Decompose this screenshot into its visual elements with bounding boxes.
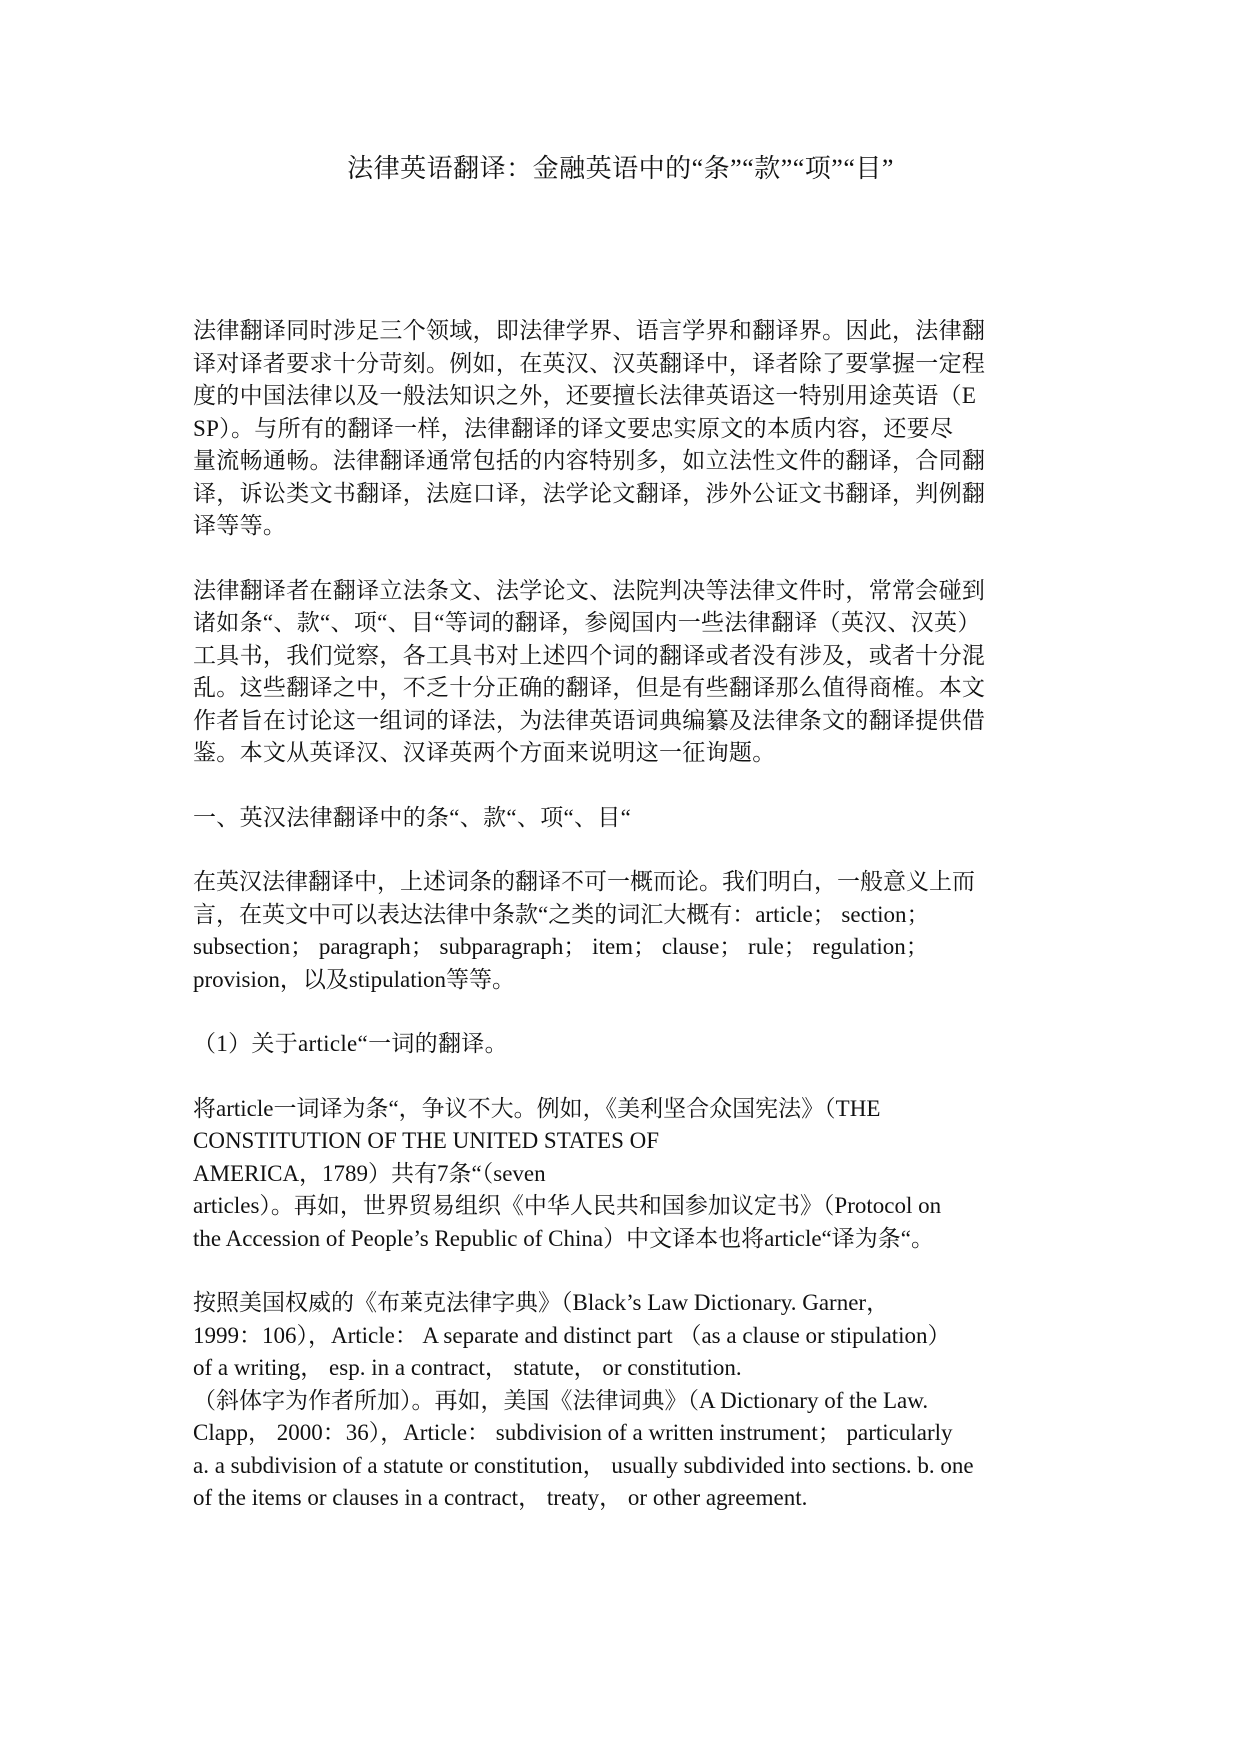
- subsection-heading: [193, 1028, 1053, 1061]
- paragraph-dictionary-definitions: [193, 1287, 1053, 1515]
- text-line: 量流畅通畅。法律翻译通常包括的内容特别多，如立法性文件的翻译，合同翻: [193, 448, 986, 473]
- text-line: articles）。再如，世界贸易组织《中华人民共和国参加议定书》（Protocol on: [193, 1193, 942, 1218]
- text-line: 在英汉法律翻译中，上述词条的翻译不可一概而论。我们明白，一般意义上而: [193, 869, 975, 894]
- text-line: provision，以及stipulation等等。: [193, 966, 515, 992]
- text-line: subsection； paragraph； subparagraph； item； clause； rule； regulation；: [193, 934, 929, 959]
- text-line: 将article一词译为条“，争议不大。例如，《美利坚合众国宪法》（THE: [193, 1095, 881, 1121]
- text-line: of a writing， esp. in a contract， statute， or constitution.: [193, 1355, 742, 1380]
- text-line: Clapp， 2000：36），Article： subdivision of a written instrument； particularly: [193, 1420, 953, 1445]
- text-line: of the items or clauses in a contract， treaty， or other agreement.: [193, 1485, 808, 1510]
- text-line: 按照美国权威的《布莱克法律字典》（Black’s Law Dictionary. Garner，: [193, 1290, 890, 1315]
- text-line: 译对译者要求十分苛刻。例如，在英汉、汉英翻译中，译者除了要掌握一定程: [193, 350, 986, 376]
- paragraph-vocabulary: [193, 866, 1053, 996]
- text-line: 乱。这些翻译之中，不乏十分正确的翻译，但是有些翻译那么值得商榷。本文: [193, 675, 986, 700]
- text-line: 译等等。: [193, 513, 287, 538]
- paragraph-article-examples: [193, 1093, 1053, 1256]
- text-line: 工具书，我们觉察，各工具书对上述四个词的翻译或者没有涉及，或者十分混: [193, 642, 986, 668]
- text-line: 诸如条“、款“、项“、目“等词的翻译，参阅国内一些法律翻译（英汉、汉英）: [193, 610, 981, 635]
- text-line: 言，在英文中可以表达法律中条款“之类的词汇大概有：article； section；: [193, 901, 930, 927]
- text-line: 作者旨在讨论这一组词的译法，为法律英语词典编纂及法律条文的翻译提供借: [193, 707, 986, 733]
- heading-line: 一、英汉法律翻译中的条“、款“、项“、目“: [193, 804, 632, 830]
- text-line: （斜体字为作者所加）。再如，美国《法律词典》（A Dictionary of the Law.: [193, 1387, 929, 1413]
- text-line: 1999：106），Article： A separate and distinct part （as a clause or stipulation）: [193, 1322, 951, 1348]
- document-title: 法律英语翻译：金融英语中的“条”“款”“项”“目”: [347, 154, 894, 183]
- text-line: 法律翻译同时涉足三个领域，即法律学界、语言学界和翻译界。因此，法律翻: [193, 318, 986, 343]
- text-line: 度的中国法律以及一般法知识之外，还要擅长法律英语这一特别用途英语（E: [193, 383, 977, 408]
- text-line: 法律翻译者在翻译立法条文、法学论文、法院判决等法律文件时，常常会碰到: [193, 577, 986, 603]
- text-line: 鉴。本文从英译汉、汉译英两个方面来说明这一征询题。: [193, 740, 776, 765]
- text-line: a. a subdivision of a statute or constitution， usually subdivided into sections. b. one: [193, 1452, 974, 1478]
- document-body: [193, 315, 1053, 1547]
- heading-line: （1）关于article“一词的翻译。: [193, 1031, 508, 1056]
- paragraph-translator-issues: [193, 575, 1053, 770]
- text-line: SP）。与所有的翻译一样，法律翻译的译文要忠实原文的本质内容，还要尽: [193, 415, 954, 441]
- text-line: AMERICA，1789）共有7条“（seven: [193, 1160, 546, 1186]
- text-line: CONSTITUTION OF THE UNITED STATES OF: [193, 1128, 660, 1153]
- text-line: 译，诉讼类文书翻译，法庭口译，法学论文翻译，涉外公证文书翻译，判例翻: [193, 480, 986, 506]
- text-line: the Accession of People’s Republic of China）中文译本也将article“译为条“。: [193, 1225, 934, 1251]
- section-heading: [193, 802, 1053, 835]
- paragraph-intro: [193, 315, 1053, 543]
